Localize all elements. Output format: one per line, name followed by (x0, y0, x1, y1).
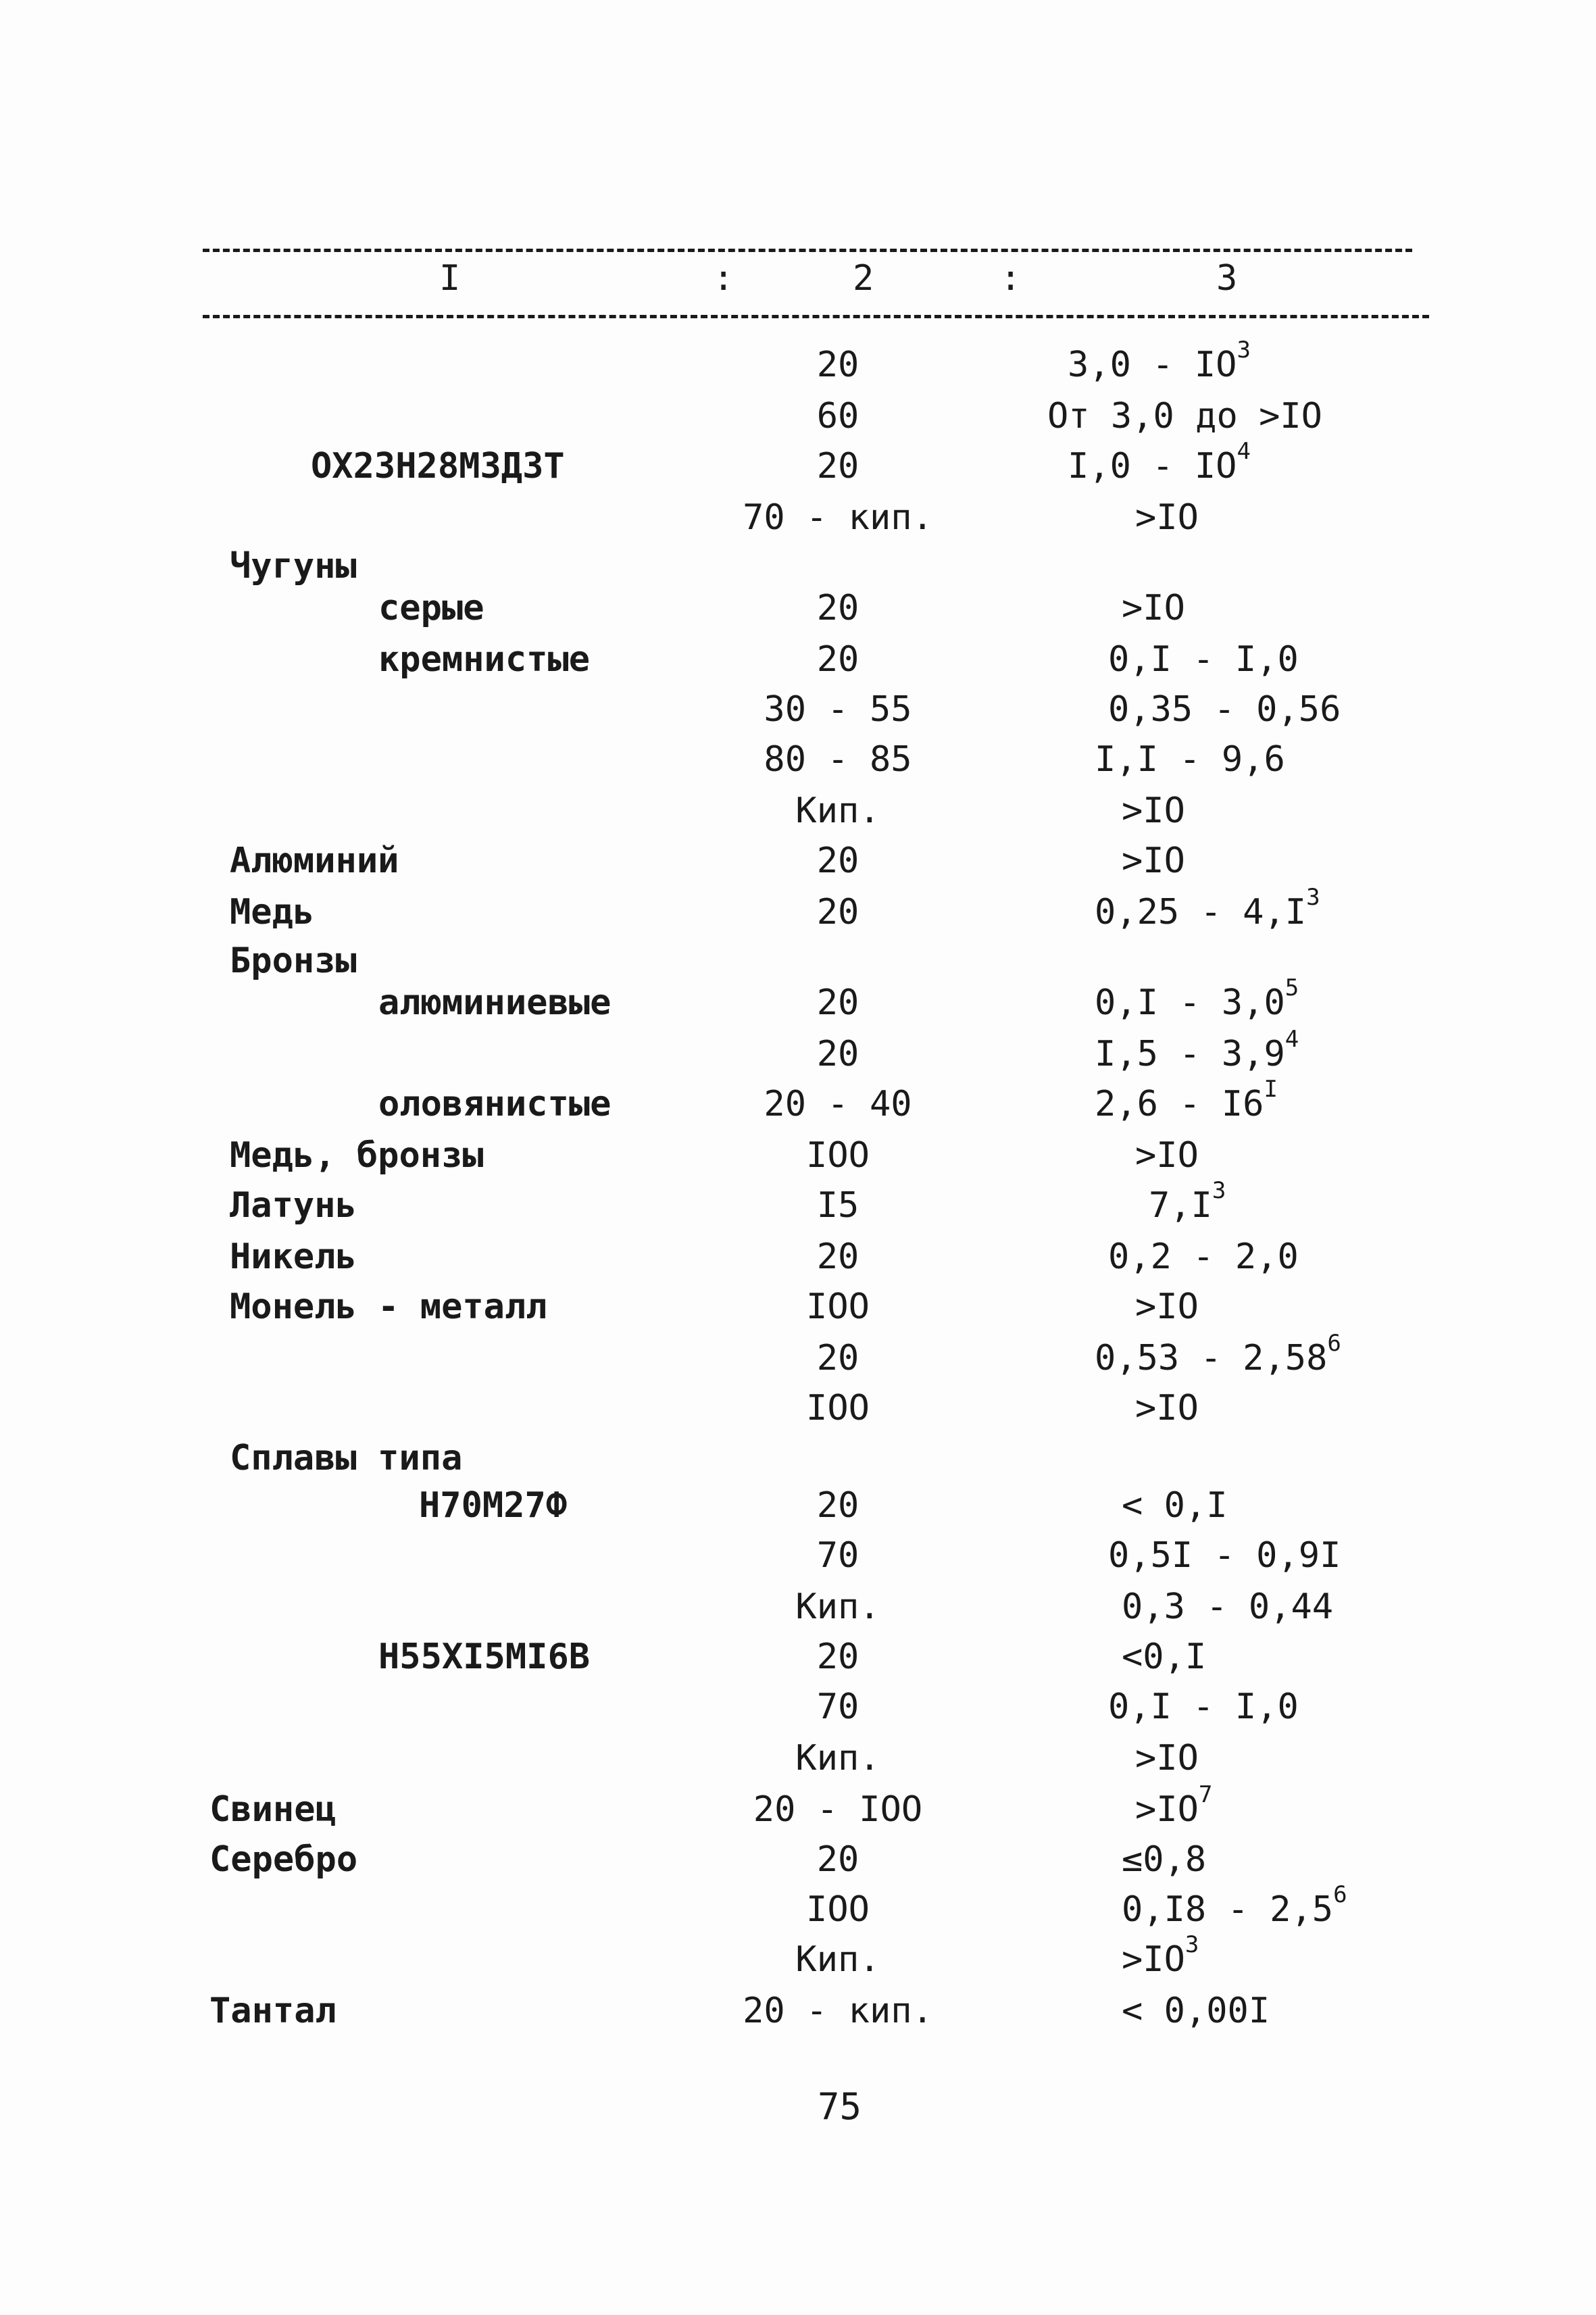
corrosion-rate-value: $7,I^3$ (1149, 1176, 1226, 1226)
temperature-value: 30 - 55 (764, 689, 912, 730)
corrosion-rate-value: >IO (1122, 588, 1185, 628)
column-separator-2: : (1000, 258, 1022, 299)
material-name: Никель (230, 1237, 357, 1277)
footnote-marker: 4 (1237, 437, 1251, 465)
temperature-value: 70 - кип. (743, 497, 933, 538)
corrosion-rate-value: 0,I - I,0 (1108, 1687, 1299, 1727)
material-name: Бронзы (230, 941, 357, 981)
footnote-marker: 4 (1285, 1025, 1299, 1053)
temperature-value: 20 (816, 1637, 859, 1677)
column-header-2: 2 (853, 258, 874, 299)
table-row (0, 835, 1596, 887)
corrosion-rate-value: 0,I - I,0 (1108, 639, 1299, 680)
temperature-value: 20 (816, 1485, 859, 1526)
temperature-value: 20 - IOO (753, 1789, 923, 1830)
table-row (0, 391, 1596, 442)
table-row (0, 1631, 1596, 1683)
table-row (0, 1681, 1596, 1733)
footnote-marker: 6 (1333, 1881, 1347, 1908)
table-row (0, 1985, 1596, 2037)
corrosion-rate-value: 0,5I - 0,9I (1108, 1535, 1341, 1576)
material-name: H55XI5MI6B (378, 1637, 591, 1677)
corrosion-rate-value: I,I - 9,6 (1095, 739, 1285, 780)
temperature-value: 20 (816, 588, 859, 628)
table-row (0, 1176, 1596, 1231)
corrosion-rate-value: $I,5 - 3,9^4$ (1095, 1025, 1299, 1074)
footnote-marker: 3 (1306, 883, 1320, 911)
corrosion-rate-value: >IO (1135, 1287, 1199, 1327)
corrosion-rate-value: $2,6 - I6^I$ (1095, 1075, 1278, 1124)
table-row (0, 1130, 1596, 1181)
table-row (0, 1433, 1596, 1484)
temperature-value: IOO (806, 1287, 870, 1327)
temperature-value: 20 (816, 982, 859, 1023)
corrosion-rate-value: <0,I (1122, 1637, 1207, 1677)
temperature-value: 60 (816, 396, 859, 437)
footnote-marker: 3 (1212, 1176, 1226, 1204)
corrosion-rate-value: >IO (1135, 1135, 1199, 1176)
table-row (0, 582, 1596, 634)
temperature-value: 70 (816, 1687, 859, 1727)
corrosion-rate-value: 0,35 - 0,56 (1108, 689, 1341, 730)
corrosion-rate-value: $0,I8 - 2,5^6$ (1122, 1881, 1347, 1930)
table-row (0, 974, 1596, 1028)
table-row (0, 1025, 1596, 1080)
table-row (0, 634, 1596, 685)
corrosion-rate-value: От 3,0 до >IO (1047, 396, 1322, 437)
temperature-value: I5 (816, 1185, 859, 1226)
corrosion-rate-value: $>IO^7$ (1135, 1781, 1213, 1830)
temperature-value: 20 (816, 446, 859, 487)
temperature-value: 20 (816, 639, 859, 680)
table-row (0, 883, 1596, 938)
corrosion-rate-value: >IO (1122, 791, 1185, 831)
corrosion-rate-value: < 0,I (1122, 1485, 1228, 1526)
corrosion-rate-value: 0,53 - 2,58$^6$ (1095, 1329, 1341, 1378)
corrosion-rate-value: $3,0 - IO^3$ (1068, 336, 1251, 385)
material-name: Тантал (209, 1991, 336, 2031)
table-row (0, 1781, 1596, 1835)
corrosion-rate-value: >IO (1135, 1388, 1199, 1428)
table-row (0, 1281, 1596, 1333)
material-name: алюминиевые (378, 982, 612, 1023)
corrosion-rate-value: $>IO^3$ (1122, 1931, 1199, 1980)
footnote-marker: 7 (1198, 1781, 1213, 1808)
column-header-1: I (439, 258, 461, 299)
column-separator-1: : (713, 258, 734, 299)
material-name: Свинец (209, 1789, 336, 1830)
material-name: H70M27Ф (419, 1485, 568, 1526)
corrosion-rate-value: $0,25 - 4,I^3$ (1095, 883, 1320, 932)
temperature-value: 20 (816, 892, 859, 932)
corrosion-rate-value: >IO (1135, 497, 1199, 538)
footnote-marker: 3 (1237, 336, 1251, 364)
table-row (0, 1480, 1596, 1531)
corrosion-rate-value: >IO (1135, 1738, 1199, 1778)
table-row (0, 1329, 1596, 1384)
table-row (0, 336, 1596, 391)
corrosion-rate-value: < 0,00I (1122, 1991, 1270, 2031)
material-name: Монель - металл (230, 1287, 547, 1327)
table-row (0, 1581, 1596, 1633)
temperature-value: Кип. (795, 791, 880, 831)
material-name: Сплавы типа (230, 1438, 463, 1478)
material-name: Латунь (230, 1185, 357, 1226)
temperature-value: 20 (816, 841, 859, 881)
material-name: Медь, бронзы (230, 1135, 484, 1176)
corrosion-rate-value: >IO (1122, 841, 1185, 881)
material-name: серые (378, 588, 484, 628)
table-row (0, 1530, 1596, 1581)
temperature-value: 20 (816, 345, 859, 385)
table-row (0, 785, 1596, 837)
material-name: OX23H28M3Д3T (311, 446, 565, 487)
material-name: кремнистые (378, 639, 591, 680)
material-name: Медь (230, 892, 315, 932)
table-row (0, 1231, 1596, 1283)
material-name: Серебро (209, 1839, 358, 1880)
table-row (0, 684, 1596, 735)
table-row (0, 492, 1596, 543)
table-row (0, 1931, 1596, 1985)
corrosion-rate-value: 0,2 - 2,0 (1108, 1237, 1299, 1277)
temperature-value: 20 (816, 1338, 859, 1378)
temperature-value: 20 (816, 1034, 859, 1074)
table-row (0, 1834, 1596, 1885)
material-name: Алюминий (230, 841, 399, 881)
corrosion-rate-value: ≤0,8 (1122, 1839, 1207, 1880)
temperature-value: Кип. (795, 1738, 880, 1778)
temperature-value: 20 (816, 1839, 859, 1880)
table-row (0, 437, 1596, 492)
material-name: оловянистые (378, 1084, 612, 1124)
temperature-value: 20 - 40 (764, 1084, 912, 1124)
temperature-value: Кип. (795, 1587, 880, 1627)
table-row (0, 734, 1596, 785)
footnote-marker: 6 (1327, 1329, 1341, 1357)
footnote-marker: 5 (1285, 974, 1299, 1001)
temperature-value: 20 - кип. (743, 1991, 933, 2031)
corrosion-rate-value: $0,I - 3,0^5$ (1095, 974, 1299, 1023)
temperature-value: IOO (806, 1388, 870, 1428)
footnote-marker: 3 (1184, 1931, 1199, 1958)
temperature-value: 70 (816, 1535, 859, 1576)
page-number: 75 (818, 2085, 862, 2128)
corrosion-rate-value: 0,3 - 0,44 (1122, 1587, 1334, 1627)
temperature-value: IOO (806, 1889, 870, 1930)
footnote-marker: I (1264, 1075, 1278, 1103)
temperature-value: Кип. (795, 1939, 880, 1980)
table-row (0, 1075, 1596, 1130)
temperature-value: 20 (816, 1237, 859, 1277)
column-header-3: 3 (1216, 258, 1238, 299)
material-name: Чугуны (230, 546, 357, 587)
corrosion-rate-value: $I,0 - IO^4$ (1068, 437, 1251, 487)
temperature-value: 80 - 85 (764, 739, 912, 780)
table-row (0, 1383, 1596, 1434)
table-row (0, 1881, 1596, 1935)
temperature-value: IOO (806, 1135, 870, 1176)
table-row (0, 1733, 1596, 1784)
